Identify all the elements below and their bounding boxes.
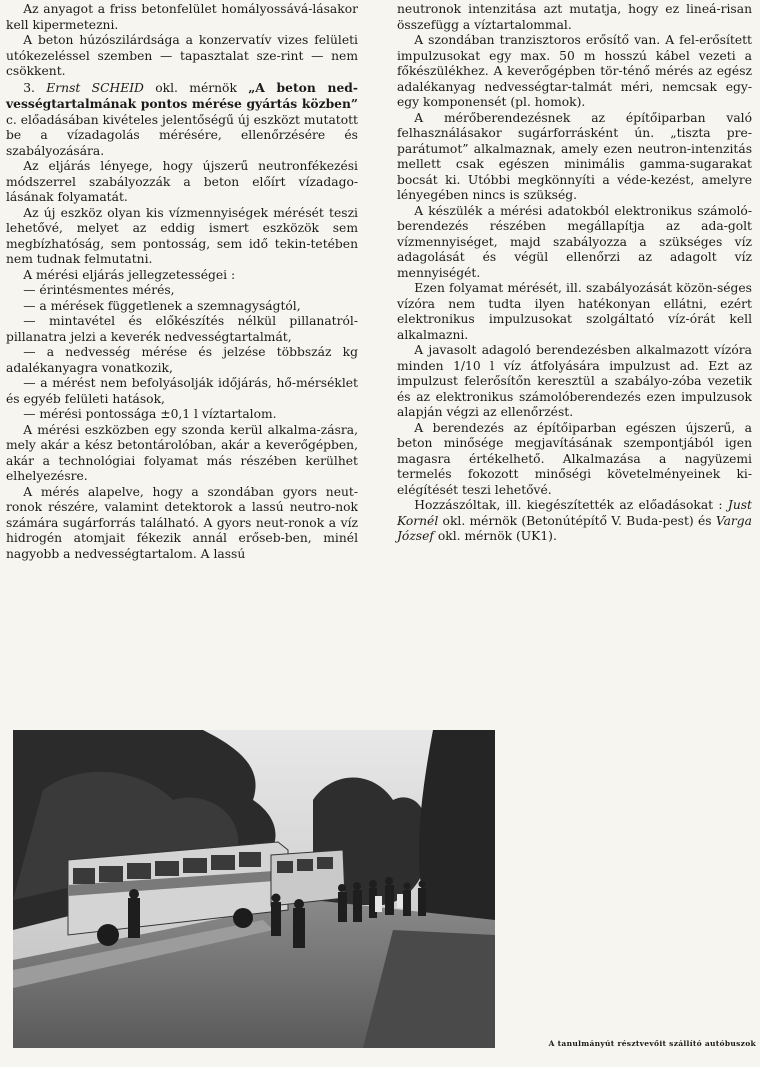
photo-illustration <box>13 730 495 1048</box>
list-item: — mintavétel és előkészítés nélkül pillanatról-pillanatra jelzi a keverék nedvességtartalmát, <box>6 314 358 344</box>
paragraph-text: okl. mérnök (Betonútépítő V. Buda-pest) és <box>442 513 712 528</box>
paragraph-text: Hozzászóltak, ill. kiegészítették az előadásokat : <box>414 498 723 512</box>
paragraph: A mérés alapelve, hogy a szondában gyors neut-ronok részére, valamint detektorok a lassú neutro-nok számára sugárforrás található. A gyors neut-ronok a víz hidrogén atomjait fékezik annál erőseb-ben, minél nagyobb a nedvességtartalom. A lassú <box>6 484 358 561</box>
lecture-title: „A beton ned-vességtartalmának pontos mérése gyártás közben” <box>6 79 358 111</box>
paragraph: A berendezés az építőiparban egészen újszerű, a beton minősége megjavításának szempontjából igen magasra értékelhető. Alkalmazása a nagyüzemi termelés fokozott minőségi követelményeinek ki-elégítését teszi lehetővé. <box>397 420 752 497</box>
paragraph-text: okl. mérnök (UK1). <box>437 529 557 543</box>
speaker-role: okl. mérnök <box>155 80 237 95</box>
paragraph: Az anyagot a friss betonfelület homályossává-lásakor kell kipermetezni. <box>6 2 358 32</box>
list-item: — érintésmentes mérés, <box>23 283 175 297</box>
paragraph: Ezen folyamat mérését, ill. szabályozását közön-séges vízóra nem tudta ilyen hatékonyan ellátni, ezért elektronikus impulzusokat szolgáltató víz-órát kell alkalmazni. <box>397 281 752 342</box>
list-item: — a mérések függetlenek a szemnagyságtól, <box>23 298 301 313</box>
paragraph-text: c. előadásában kivételes jelentőségű új eszközt mutatott be a vízadagolás mérésére, ellenőrzésére és szabályozására. <box>6 112 358 158</box>
paragraph: neutronok intenzitása azt mutatja, hogy ez lineá-risan összefügg a víztartalommal. <box>397 2 752 32</box>
photo-buses-image <box>13 730 495 1048</box>
list-item: — a mérést nem befolyásolják időjárás, hő-mérséklet és egyéb felületi hatások, <box>6 376 358 406</box>
paragraph: A mérőberendezésnek az építőiparban való felhasználásakor sugárforrásként ún. „tiszta pre-parátumot” alkalmaznak, amely ezen neutron-intenzitás mellett csak egészen minimális gamma-sugarakat bocsát ki. Utóbbi megkönnyíti a véde-kezést, amelyre lényegében nincs is szükség. <box>397 110 752 202</box>
speaker-name: Ernst SCHEID <box>46 80 144 95</box>
paragraph: Az eljárás lényege, hogy újszerű neutronfékezési módszerrel szabályozzák a beton előírt vízadago-lásának folyamatát. <box>6 159 358 204</box>
paragraph: Az új eszköz olyan kis vízmennyiségek mérését teszi lehetővé, melyet az eddig ismert eszközök sem megbízhatóság, sem pontosság, sem idő tekin-tetében nem tudnak felmutatni. <box>6 205 358 266</box>
paragraph: A készülék a mérési adatokból elektronikus számoló-berendezés részében megállapítja az ada-golt vízmennyiséget, majd szabályozza a szükséges víz adagolását és végül ellenőrzi az adagolt víz mennyiségét. <box>397 203 752 280</box>
contributor-name: Just Kornél <box>397 498 752 528</box>
right-column <box>397 2 752 545</box>
paragraph: A mérési eszközben egy szonda kerül alkalma-zásra, mely akár a kész betontárolóban, akár a keverőgépben, akár a technológiai folyamat más részében kerülhet elhelyezésre. <box>6 422 358 483</box>
photo-caption: A tanulmányút résztvevőit szállító autóbuszok <box>548 1039 756 1048</box>
left-column <box>6 2 358 562</box>
contributor-name: Varga József <box>397 513 752 543</box>
contributors-paragraph <box>397 498 752 545</box>
list-heading: A mérési eljárás jellegzetességei : <box>23 267 236 282</box>
item-number: 3. <box>23 80 35 95</box>
list-item: — mérési pontossága ±0,1 l víztartalom. <box>23 407 277 421</box>
paragraph: A javasolt adagoló berendezésben alkalmazott vízóra minden 1/10 l víz átfolyására impulzust ad. Ezt az impulzust felerősítőn keresztül a szabályo-zóba vezetik és az elektronikus számolóberendezés ezen impulzusok alapján végzi az ellenőrzést. <box>397 343 752 419</box>
lecture-paragraph <box>6 80 358 160</box>
paragraph: A beton húzószilárdsága a konzervatív vizes felületi utókezeléssel szemben — tapasztalat sze-rint — nem csökkent. <box>6 33 358 78</box>
list-item: — a nedvesség mérése és jelzése többszáz kg adalékanyagra vonatkozik, <box>6 345 358 375</box>
paragraph: A szondában tranzisztoros erősítő van. A fel-erősített impulzusokat egy max. 50 m hosszú kábel vezeti a főkészülékhez. A keverőgépben tör-ténő mérés az egész adalékanyag nedvességtar-talmát méri, nemcsak egy-egy komponensét (pl. homok). <box>397 33 752 109</box>
